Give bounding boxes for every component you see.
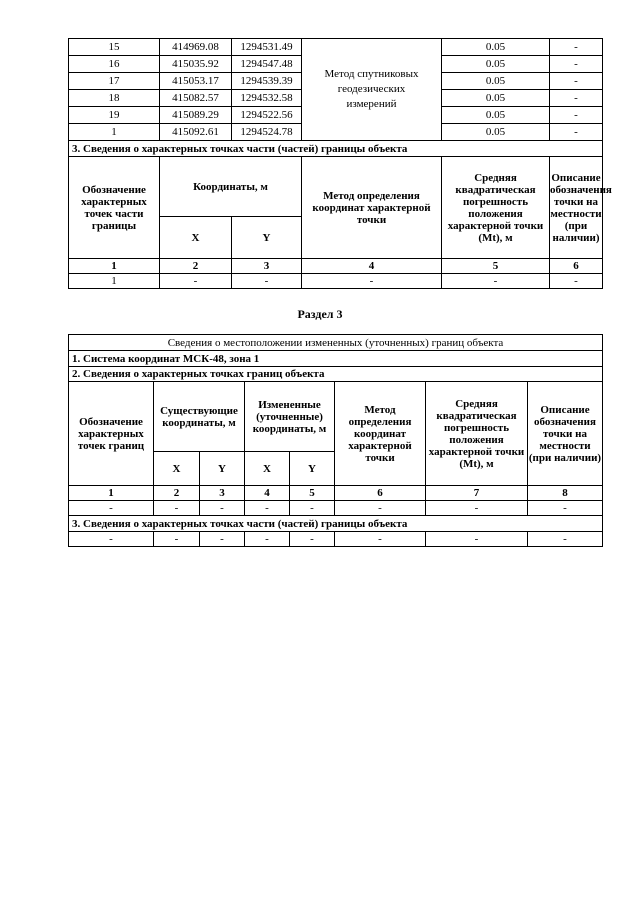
table-cell: - (200, 501, 245, 516)
header-designation: Обозначение характерных точек части границы (69, 157, 160, 259)
coord-y: 1294524.78 (232, 124, 302, 141)
header-mt: Средняя квадратическая погрешность положения характерной точки (Mt), м (426, 382, 528, 486)
table-cell: - (442, 274, 550, 289)
table-cell: - (426, 501, 528, 516)
coord-y: 1294532.58 (232, 90, 302, 107)
column-number: 4 (302, 259, 442, 274)
table2-title: Сведения о местоположении измененных (уточненных) границ объекта (69, 335, 603, 351)
coord-x: 415092.61 (160, 124, 232, 141)
header-desc: Описание обозначения точки на местности (при наличии) (528, 382, 603, 486)
coord-y: 1294539.39 (232, 73, 302, 90)
table-cell: - (528, 532, 603, 547)
mt-value: 0.05 (442, 73, 550, 90)
table-cell: - (69, 501, 154, 516)
column-number: 2 (160, 259, 232, 274)
coord-x: 415053.17 (160, 73, 232, 90)
header-method: Метод определения координат характерной точки (302, 157, 442, 259)
table-cell: - (528, 501, 603, 516)
method-cell: Метод спутниковых геодезических измерений (302, 39, 442, 141)
point-description: - (550, 107, 603, 124)
table-cell: - (245, 532, 290, 547)
coord-y: 1294547.48 (232, 56, 302, 73)
part-points-title: 3. Сведения о характерных точках части (частей) границы объекта (69, 516, 603, 532)
header-mt: Средняя квадратическая погрешность положения характерной точки (Mt), м (442, 157, 550, 259)
column-number: 1 (69, 259, 160, 274)
header-x: X (154, 452, 200, 486)
table-row (69, 39, 603, 56)
coord-x: 415035.92 (160, 56, 232, 73)
column-number: 3 (232, 259, 302, 274)
point-number: 17 (69, 73, 160, 90)
coord-x: 415089.29 (160, 107, 232, 124)
column-number: 5 (442, 259, 550, 274)
header-x: X (160, 217, 232, 259)
points-title: 2. Сведения о характерных точках границ объекта (69, 367, 603, 382)
header-existing-coords: Существующие координаты, м (154, 382, 245, 452)
section3-title: 3. Сведения о характерных точках части (частей) границы объекта (69, 141, 603, 157)
column-number: 2 (154, 486, 200, 501)
table-cell: - (69, 532, 154, 547)
column-number: 1 (69, 486, 154, 501)
table-cell: - (426, 532, 528, 547)
table-cell: - (335, 501, 426, 516)
column-number: 4 (245, 486, 290, 501)
header-y: Y (232, 217, 302, 259)
point-description: - (550, 90, 603, 107)
column-number: 6 (335, 486, 426, 501)
table-cell: - (160, 274, 232, 289)
header-changed-coords: Измененные (уточненные) координаты, м (245, 382, 335, 452)
point-number: 1 (69, 124, 160, 141)
coord-x: 414969.08 (160, 39, 232, 56)
coordinate-system: 1. Система координат МСК-48, зона 1 (69, 351, 603, 367)
table-cell: - (290, 501, 335, 516)
mt-value: 0.05 (442, 107, 550, 124)
coord-x: 415082.57 (160, 90, 232, 107)
header-y: Y (290, 452, 335, 486)
point-description: - (550, 56, 603, 73)
mt-value: 0.05 (442, 124, 550, 141)
column-number: 7 (426, 486, 528, 501)
column-number: 6 (550, 259, 603, 274)
header-x: X (245, 452, 290, 486)
table-cell: - (290, 532, 335, 547)
column-number: 8 (528, 486, 603, 501)
mt-value: 0.05 (442, 39, 550, 56)
table-cell: - (154, 501, 200, 516)
point-number: 15 (69, 39, 160, 56)
mt-value: 0.05 (442, 90, 550, 107)
mt-value: 0.05 (442, 56, 550, 73)
table-cell: - (550, 274, 603, 289)
point-number: 16 (69, 56, 160, 73)
point-number: 18 (69, 90, 160, 107)
table-cell: - (302, 274, 442, 289)
header-coords: Координаты, м (160, 157, 302, 217)
header-method: Метод определения координат характерной точки (335, 382, 426, 486)
points-table-continued (68, 38, 612, 289)
table-cell: - (154, 532, 200, 547)
column-number: 3 (200, 486, 245, 501)
column-number: 5 (290, 486, 335, 501)
table-cell: - (245, 501, 290, 516)
point-description: - (550, 39, 603, 56)
section-title: Раздел 3 (297, 307, 343, 321)
header-y: Y (200, 452, 245, 486)
header-designation: Обозначение характерных точек границ (69, 382, 154, 486)
table-cell: 1 (69, 274, 160, 289)
table-cell: - (200, 532, 245, 547)
coord-y: 1294522.56 (232, 107, 302, 124)
table-cell: - (335, 532, 426, 547)
changed-boundaries-table (68, 334, 603, 547)
table-cell: - (232, 274, 302, 289)
coord-y: 1294531.49 (232, 39, 302, 56)
header-desc: Описание обозначения точки на местности (при наличии) (550, 157, 603, 259)
point-description: - (550, 73, 603, 90)
point-description: - (550, 124, 603, 141)
point-number: 19 (69, 107, 160, 124)
